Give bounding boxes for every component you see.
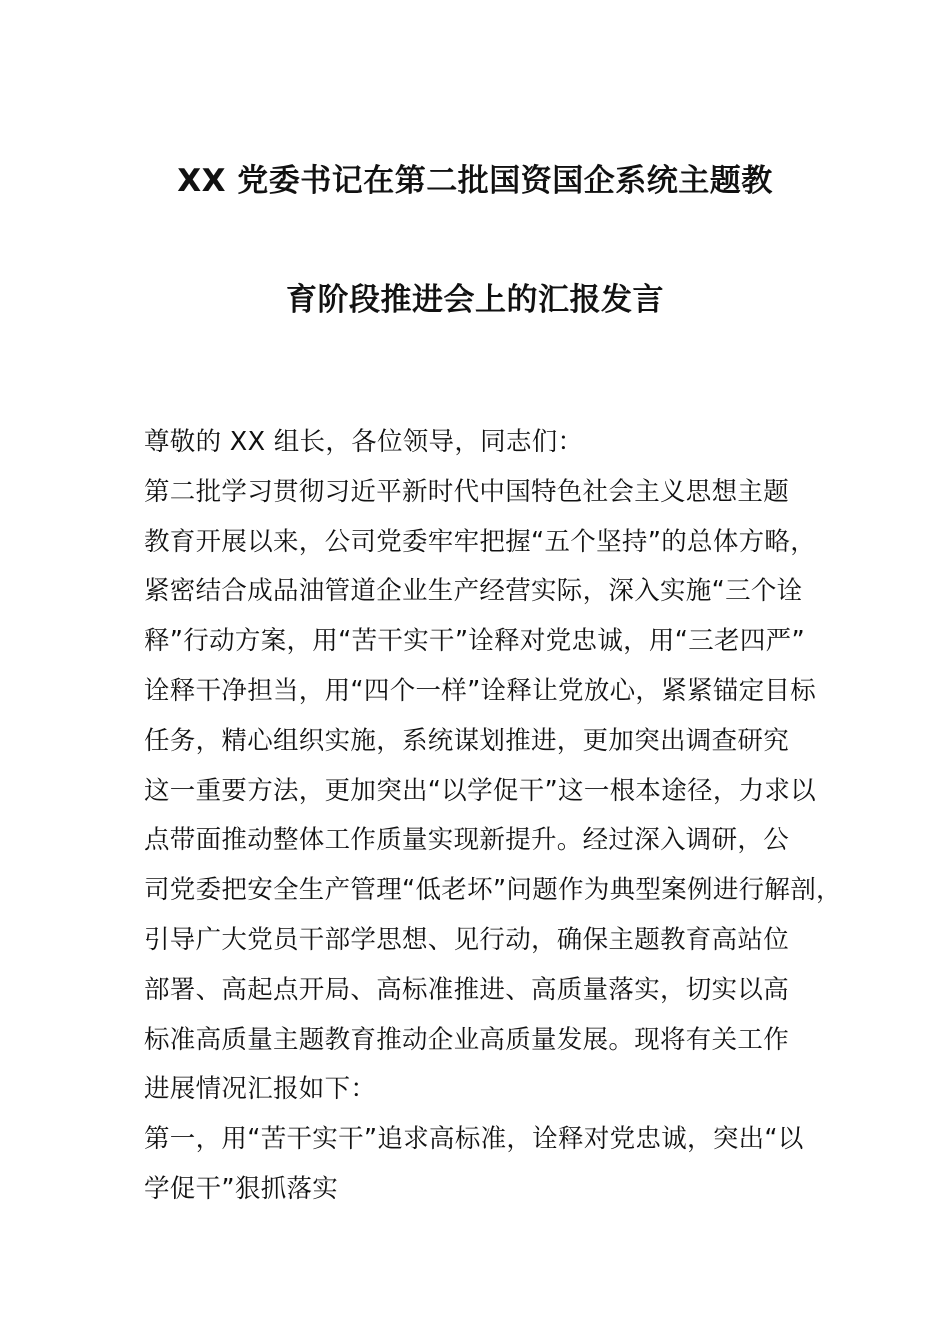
section-heading-line: 第一，用“苦干实干”追求高标准，诠释对党忠诚，突出“以 (144, 1124, 804, 1155)
body-line: 诠释干净担当，用“四个一样”诠释让党放心，紧紧锚定目标 (144, 675, 817, 706)
body-line: 第二批学习贯彻习近平新时代中国特色社会主义思想主题 (144, 476, 790, 507)
body-line: 教育开展以来，公司党委牢牢把握“五个坚持”的总体方略， (144, 526, 817, 557)
body-line: 任务，精心组织实施，系统谋划推进，更加突出调查研究 (144, 725, 790, 756)
document-body (144, 418, 844, 1215)
body-line: 司党委把安全生产管理“低老坏”问题作为典型案例进行解剖， (144, 875, 842, 906)
body-line: 这一重要方法，更加突出“以学促干”这一根本途径，力求以 (144, 775, 817, 806)
salutation: 尊敬的 XX 组长，各位领导，同志们： (144, 427, 584, 457)
document-title-line-2: 育阶段推进会上的汇报发言 (286, 282, 664, 318)
body-line: 引导广大党员干部学思想、见行动，确保主题教育高站位 (144, 924, 790, 955)
section-heading-line: 学促干”狠抓落实 (144, 1173, 339, 1204)
body-line: 紧密结合成品油管道企业生产经营实际，深入实施“三个诠 (144, 576, 803, 607)
body-line: 点带面推动整体工作质量实现新提升。经过深入调研，公 (144, 825, 790, 856)
body-line: 部署、高起点开局、高标准推进、高质量落实，切实以高 (144, 974, 790, 1005)
body-line: 进展情况汇报如下： (144, 1074, 377, 1105)
document-title-line-1: XX 党委书记在第二批国资国企系统主题教 (177, 163, 773, 199)
body-line: 标准高质量主题教育推动企业高质量发展。现将有关工作 (144, 1024, 790, 1055)
body-line: 释”行动方案，用“苦干实干”诠释对党忠诚，用“三老四严” (144, 626, 805, 657)
